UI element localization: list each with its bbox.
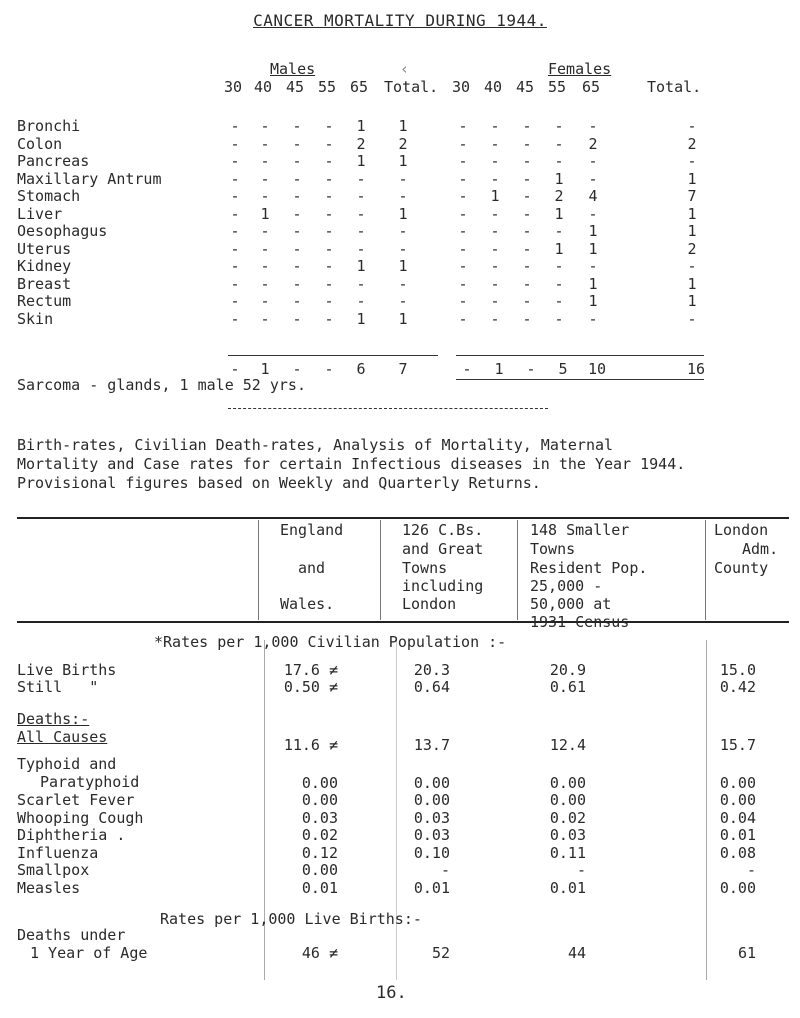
disease-value: 0.01 — [719, 826, 756, 844]
female-cell: - — [588, 152, 598, 170]
female-cell: - — [522, 187, 532, 205]
male-cell: - — [324, 222, 334, 240]
male-cell: - — [292, 309, 302, 328]
section-heading-line1: Birth-rates, Civilian Death-rates, Analysis of Mortality, Maternal — [17, 436, 614, 454]
all-causes-value: 13.7 — [413, 736, 450, 754]
disease-value: 0.03 — [413, 808, 450, 827]
females-header: Females — [548, 60, 612, 78]
rates-civilian-heading: *Rates per 1,000 Civilian Population :- — [154, 633, 507, 651]
live-births-value: 20.3 — [413, 661, 450, 679]
male-cell: - — [324, 274, 334, 293]
cancer-site-label: Bronchi — [17, 117, 81, 135]
female-cell: - — [490, 292, 500, 310]
disease-label: Whooping Cough — [17, 808, 144, 827]
deaths-under-value: 52 — [431, 944, 450, 962]
male-cell: - — [260, 169, 270, 188]
rates-table-header-rule — [17, 621, 789, 623]
male-cell: - — [356, 239, 366, 258]
page-number: 16. — [376, 983, 407, 1003]
cancer-site-label: Stomach — [17, 187, 81, 205]
female-cell: - — [522, 204, 532, 223]
body-divider-1 — [264, 640, 265, 980]
still-births-value: 0.61 — [549, 678, 586, 696]
female-cell: - — [490, 152, 500, 170]
disease-label: Scarlet Fever — [17, 791, 135, 809]
male-cell: - — [260, 257, 270, 275]
male-cell: - — [356, 222, 366, 240]
female-col-header: 65 — [582, 78, 601, 96]
disease-value: 0.00 — [549, 791, 586, 809]
female-cell: 2 — [588, 134, 598, 153]
male-total-cell: - — [324, 360, 334, 378]
female-total-underline — [456, 379, 704, 380]
male-cell: - — [230, 309, 240, 328]
female-cell: 1 — [490, 187, 500, 205]
male-cell: - — [324, 117, 334, 135]
male-cell: - — [356, 274, 366, 293]
male-cell: - — [292, 169, 302, 188]
col-england-line2: and — [298, 559, 326, 577]
section-heading-line3: Provisional figures based on Weekly and Quarterly Returns. — [17, 474, 541, 492]
col-england-line3: Wales. — [280, 595, 335, 613]
sarcoma-note: Sarcoma - glands, 1 male 52 yrs. — [17, 376, 306, 394]
disease-label: Diphtheria . — [17, 826, 126, 844]
female-cell: - — [458, 152, 468, 170]
col-148-line2: Towns — [530, 540, 576, 558]
disease-value: 0.01 — [413, 878, 450, 897]
male-cell: - — [292, 204, 302, 223]
male-cell: - — [260, 292, 270, 310]
col-london-line2: Adm. — [742, 540, 779, 558]
female-cell: - — [554, 292, 564, 310]
male-cell: - — [230, 152, 240, 170]
male-cell: - — [230, 187, 240, 205]
male-cell: - — [356, 292, 366, 310]
male-cell: - — [398, 187, 408, 205]
male-cell: - — [230, 222, 240, 240]
live-births-value: 20.9 — [549, 661, 586, 679]
male-cell: 1 — [356, 257, 366, 275]
male-cell: - — [324, 239, 334, 258]
section-heading-line2: Mortality and Case rates for certain Infectious diseases in the Year 1944. — [17, 455, 686, 473]
male-total-rule — [228, 355, 438, 356]
col-148-line5: 50,000 at — [530, 595, 612, 613]
female-col-header: Total. — [647, 78, 702, 96]
col-126-line1: 126 C.Bs. — [402, 521, 484, 539]
male-cell: - — [324, 292, 334, 310]
female-cell: - — [554, 117, 564, 135]
female-cell: 1 — [687, 169, 697, 188]
male-cell: - — [260, 309, 270, 328]
female-cell: - — [522, 292, 532, 310]
female-col-header: 40 — [484, 78, 503, 96]
male-cell: - — [324, 309, 334, 328]
female-cell: 1 — [554, 239, 564, 258]
separator — [228, 408, 548, 409]
male-cell: - — [260, 239, 270, 258]
all-causes-value: 12.4 — [549, 736, 586, 754]
male-cell: - — [230, 169, 240, 188]
female-cell: 2 — [687, 134, 697, 153]
female-cell: - — [687, 152, 697, 170]
male-cell: 1 — [398, 117, 408, 135]
disease-value: 0.00 — [301, 861, 338, 879]
male-cell: - — [260, 274, 270, 293]
typhoid-label-2: Paratyphoid — [40, 773, 140, 791]
male-col-header: 45 — [286, 78, 305, 96]
deaths-under-value: 44 — [567, 944, 586, 962]
col-148-line3: Resident Pop. — [530, 559, 648, 577]
male-cell: - — [260, 134, 270, 153]
male-col-header: 40 — [254, 78, 273, 96]
female-cell: - — [522, 222, 532, 240]
female-cell: - — [588, 309, 598, 328]
male-cell: - — [398, 239, 408, 258]
male-cell: 1 — [398, 204, 408, 223]
female-total-cell: - — [526, 360, 536, 378]
deaths-under-label-1: Deaths under — [17, 926, 126, 944]
female-cell: - — [588, 117, 598, 135]
male-cell: - — [260, 152, 270, 170]
typhoid-label-1: Typhoid and — [17, 755, 117, 773]
typhoid-value: 0.00 — [719, 774, 756, 792]
male-total-cell: 7 — [398, 360, 408, 378]
typhoid-value: 0.00 — [301, 774, 338, 792]
disease-value: 0.04 — [719, 808, 756, 827]
live-births-value: 15.0 — [719, 661, 756, 679]
male-total-cell: 1 — [260, 360, 270, 378]
cancer-site-label: Maxillary Antrum — [17, 169, 162, 188]
all-causes-value: 11.6 ≠ — [283, 736, 338, 754]
female-cell: 2 — [687, 239, 697, 258]
col-divider-2 — [380, 520, 381, 620]
live-births-label: Live Births — [17, 661, 117, 679]
female-col-header: 55 — [548, 78, 567, 96]
page-title: CANCER MORTALITY DURING 1944. — [253, 11, 547, 30]
male-cell: - — [356, 169, 366, 188]
disease-value: 0.03 — [301, 808, 338, 827]
female-cell: 1 — [687, 274, 697, 293]
female-cell: 2 — [554, 187, 564, 205]
cancer-site-label: Pancreas — [17, 152, 90, 170]
male-cell: - — [292, 257, 302, 275]
female-cell: 1 — [687, 222, 697, 240]
male-cell: - — [230, 239, 240, 258]
still-births-value: 0.50 ≠ — [283, 678, 338, 696]
disease-value: 0.00 — [301, 791, 338, 809]
disease-label: Measles — [17, 878, 81, 897]
male-cell: - — [292, 152, 302, 170]
male-cell: 2 — [398, 134, 408, 153]
male-cell: - — [398, 222, 408, 240]
female-cell: - — [554, 222, 564, 240]
disease-value: 0.02 — [301, 826, 338, 844]
male-cell: - — [230, 274, 240, 293]
col-126-line5: London — [402, 595, 457, 613]
female-cell: 7 — [687, 187, 697, 205]
male-col-header: 30 — [224, 78, 243, 96]
male-cell: - — [292, 187, 302, 205]
male-cell: 1 — [356, 309, 366, 328]
female-cell: - — [458, 292, 468, 310]
typhoid-value: 0.00 — [413, 774, 450, 792]
female-cell: - — [522, 274, 532, 293]
disease-label: Smallpox — [17, 861, 90, 879]
disease-value: 0.02 — [549, 808, 586, 827]
female-cell: - — [522, 134, 532, 153]
col-126-line3: Towns — [402, 559, 448, 577]
female-cell: - — [687, 309, 697, 328]
female-cell: - — [490, 309, 500, 328]
deaths-label: Deaths:- — [17, 710, 90, 728]
female-cell: - — [490, 169, 500, 188]
female-cell: - — [490, 134, 500, 153]
col-london-line1: London — [714, 521, 769, 539]
female-cell: - — [522, 169, 532, 188]
male-cell: - — [398, 292, 408, 310]
male-col-header: 55 — [318, 78, 337, 96]
male-cell: - — [398, 274, 408, 293]
males-header: Males — [270, 60, 316, 78]
male-cell: - — [324, 187, 334, 205]
disease-label: Influenza — [17, 843, 99, 862]
male-cell: - — [292, 222, 302, 240]
female-cell: - — [490, 274, 500, 293]
cancer-site-label: Skin — [17, 309, 54, 328]
disease-value: 0.00 — [413, 791, 450, 809]
female-cell: 1 — [554, 169, 564, 188]
female-cell: - — [554, 152, 564, 170]
female-cell: 1 — [687, 292, 697, 310]
female-cell: - — [522, 257, 532, 275]
female-cell: - — [458, 309, 468, 328]
male-cell: - — [292, 134, 302, 153]
male-cell: - — [230, 134, 240, 153]
female-cell: 1 — [687, 204, 697, 223]
male-cell: - — [398, 169, 408, 188]
female-cell: 1 — [554, 204, 564, 223]
male-cell: - — [260, 187, 270, 205]
male-cell: - — [324, 152, 334, 170]
female-col-header: 45 — [516, 78, 535, 96]
female-cell: - — [490, 222, 500, 240]
disease-value: 0.00 — [719, 878, 756, 897]
female-cell: - — [490, 117, 500, 135]
female-cell: - — [522, 152, 532, 170]
cancer-site-label: Rectum — [17, 292, 72, 310]
col-148-line6: 1931 Census — [530, 613, 630, 631]
male-cell: - — [260, 222, 270, 240]
live-births-value: 17.6 ≠ — [283, 661, 338, 679]
female-col-header: 30 — [452, 78, 471, 96]
male-cell: 1 — [398, 309, 408, 328]
deaths-under-label-2: 1 Year of Age — [30, 944, 148, 962]
male-cell: 1 — [356, 117, 366, 135]
male-cell: 1 — [398, 152, 408, 170]
deaths-under-value: 46 ≠ — [301, 944, 338, 962]
male-cell: - — [230, 117, 240, 135]
rates-table-top-rule — [17, 517, 789, 519]
female-total-cell: 1 — [494, 360, 504, 378]
female-cell: - — [554, 274, 564, 293]
male-cell: - — [356, 204, 366, 223]
female-cell: 4 — [588, 187, 598, 205]
female-cell: - — [522, 309, 532, 328]
female-cell: - — [458, 134, 468, 153]
female-cell: - — [458, 257, 468, 275]
cancer-site-label: Uterus — [17, 239, 72, 258]
disease-value: - — [746, 861, 756, 879]
female-cell: - — [687, 257, 697, 275]
male-cell: - — [260, 117, 270, 135]
tick-mark: ‹ — [400, 60, 410, 78]
male-cell: - — [230, 257, 240, 275]
male-total-cell: - — [230, 360, 240, 378]
all-causes-value: 15.7 — [719, 736, 756, 754]
male-col-header: 65 — [350, 78, 369, 96]
disease-value: 0.00 — [719, 791, 756, 809]
female-total-cell: 16 — [686, 360, 706, 378]
female-cell: - — [458, 169, 468, 188]
male-total-cell: - — [292, 360, 302, 378]
typhoid-value: 0.00 — [549, 774, 586, 792]
male-cell: - — [356, 187, 366, 205]
female-cell: 1 — [588, 239, 598, 258]
disease-value: 0.01 — [301, 878, 338, 897]
female-cell: - — [490, 204, 500, 223]
female-cell: 1 — [588, 222, 598, 240]
male-cell: - — [230, 292, 240, 310]
col-148-line4: 25,000 - — [530, 577, 603, 595]
male-cell: - — [292, 239, 302, 258]
cancer-site-label: Colon — [17, 134, 63, 153]
female-cell: - — [522, 239, 532, 258]
col-divider-1 — [258, 520, 259, 620]
still-births-value: 0.64 — [413, 678, 450, 696]
col-divider-4 — [705, 520, 706, 620]
col-126-line4: including — [402, 577, 484, 595]
disease-value: 0.11 — [549, 843, 586, 862]
female-cell: - — [554, 309, 564, 328]
male-cell: 2 — [356, 134, 366, 153]
rates-live-heading: Rates per 1,000 Live Births:- — [160, 910, 422, 928]
all-causes-label: All Causes — [17, 728, 108, 746]
male-cell: - — [292, 292, 302, 310]
disease-value: 0.01 — [549, 878, 586, 897]
female-cell: - — [554, 134, 564, 153]
cancer-site-label: Kidney — [17, 257, 72, 275]
female-cell: - — [458, 187, 468, 205]
female-cell: - — [554, 257, 564, 275]
female-cell: 1 — [588, 274, 598, 293]
male-cell: - — [292, 274, 302, 293]
female-cell: - — [588, 204, 598, 223]
col-126-line2: and Great — [402, 540, 484, 558]
col-england-line1: England — [280, 521, 344, 539]
cancer-site-label: Breast — [17, 274, 72, 293]
male-cell: - — [230, 204, 240, 223]
disease-value: 0.10 — [413, 843, 450, 862]
male-cell: 1 — [398, 257, 408, 275]
cancer-site-label: Liver — [17, 204, 63, 223]
cancer-site-label: Oesophagus — [17, 222, 108, 240]
female-cell: - — [588, 169, 598, 188]
male-cell: - — [324, 134, 334, 153]
female-cell: - — [687, 117, 697, 135]
male-cell: 1 — [356, 152, 366, 170]
female-total-cell: 10 — [587, 360, 607, 378]
deaths-under-value: 61 — [737, 944, 756, 962]
male-cell: - — [324, 204, 334, 223]
female-cell: - — [490, 257, 500, 275]
disease-value: 0.03 — [413, 826, 450, 844]
male-total-cell: 6 — [356, 360, 366, 378]
female-cell: - — [522, 117, 532, 135]
disease-value: 0.03 — [549, 826, 586, 844]
female-total-cell: 5 — [558, 360, 568, 378]
female-cell: - — [490, 239, 500, 258]
female-cell: - — [458, 204, 468, 223]
still-births-label: Still " — [17, 678, 99, 696]
disease-value: 0.12 — [301, 843, 338, 862]
male-cell: - — [324, 257, 334, 275]
female-cell: - — [458, 239, 468, 258]
female-cell: - — [458, 274, 468, 293]
female-cell: - — [588, 257, 598, 275]
female-cell: - — [458, 222, 468, 240]
male-cell: - — [292, 117, 302, 135]
disease-value: - — [576, 861, 586, 879]
female-total-cell: - — [462, 360, 472, 378]
male-cell: - — [324, 169, 334, 188]
disease-value: 0.08 — [719, 843, 756, 862]
disease-value: - — [440, 861, 450, 879]
female-total-rule — [456, 355, 704, 356]
male-col-header: Total. — [384, 78, 439, 96]
female-cell: - — [458, 117, 468, 135]
still-births-value: 0.42 — [719, 678, 756, 696]
col-divider-3 — [517, 520, 518, 620]
col-london-line3: County — [714, 559, 769, 577]
col-148-line1: 148 Smaller — [530, 521, 630, 539]
female-cell: 1 — [588, 292, 598, 310]
male-cell: 1 — [260, 204, 270, 223]
